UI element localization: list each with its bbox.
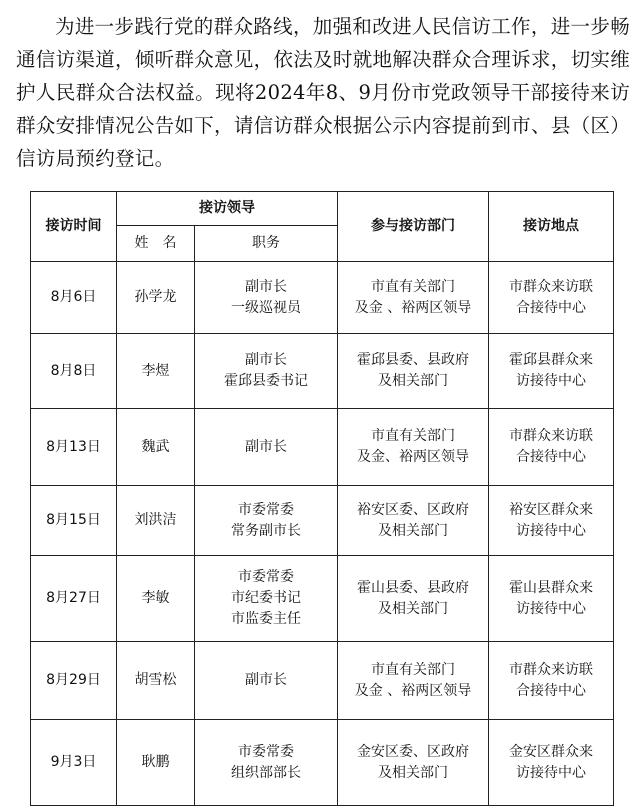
cell-position: 副市长 xyxy=(195,642,338,720)
cell-date: 8月15日 xyxy=(31,486,117,556)
cell-location: 霍邱县群众来 访接待中心 xyxy=(489,334,614,409)
table-row xyxy=(31,334,614,409)
cell-location: 市群众来访联 合接待中心 xyxy=(489,642,614,720)
cell-name: 刘洪洁 xyxy=(117,486,195,556)
header-location: 接访地点 xyxy=(489,192,614,262)
cell-date: 8月8日 xyxy=(31,334,117,409)
header-row xyxy=(31,192,614,226)
cell-position: 副市长 一级巡视员 xyxy=(195,262,338,334)
table-row xyxy=(31,486,614,556)
cell-date: 8月13日 xyxy=(31,409,117,486)
cell-name: 胡雪松 xyxy=(117,642,195,720)
cell-departments: 金安区委、区政府 及相关部门 xyxy=(338,720,489,806)
intro-paragraph: 为进一步践行党的群众路线，加强和改进人民信访工作，进一步畅通信访渠道，倾听群众意见，依法及时就地解决群众合理诉求，切实维护人民群众合法权益。现将2024年8、9月份市党政领导干部接待来访群众安排情况公告如下，请信访群众根据公示内容提前到市、县（区）信访局预约登记。 xyxy=(16,15,630,170)
header-time: 接访时间 xyxy=(31,192,117,262)
cell-location: 市群众来访联 合接待中心 xyxy=(489,262,614,334)
header-departments: 参与接访部门 xyxy=(338,192,489,262)
cell-date: 9月3日 xyxy=(31,720,117,806)
cell-date: 8月6日 xyxy=(31,262,117,334)
cell-date: 8月27日 xyxy=(31,556,117,642)
cell-date: 8月29日 xyxy=(31,642,117,720)
cell-location: 裕安区群众来 访接待中心 xyxy=(489,486,614,556)
cell-departments: 霍山县委、县政府 及相关部门 xyxy=(338,556,489,642)
cell-position: 副市长 xyxy=(195,409,338,486)
cell-location: 市群众来访联 合接待中心 xyxy=(489,409,614,486)
table-row xyxy=(31,556,614,642)
cell-departments: 市直有关部门 及金 、裕两区领导 xyxy=(338,262,489,334)
table-row xyxy=(31,720,614,806)
cell-name: 孙学龙 xyxy=(117,262,195,334)
cell-name: 李敏 xyxy=(117,556,195,642)
cell-location: 金安区群众来 访接待中心 xyxy=(489,720,614,806)
cell-name: 耿鹏 xyxy=(117,720,195,806)
table-row xyxy=(31,642,614,720)
cell-departments: 霍邱县委、县政府 及相关部门 xyxy=(338,334,489,409)
cell-position: 副市长 霍邱县委书记 xyxy=(195,334,338,409)
header-leader: 接访领导 xyxy=(117,192,338,226)
header-name: 姓 名 xyxy=(117,226,195,262)
cell-position: 市委常委 组织部部长 xyxy=(195,720,338,806)
reception-schedule-table xyxy=(30,191,614,806)
cell-name: 魏武 xyxy=(117,409,195,486)
table-row xyxy=(31,409,614,486)
cell-departments: 裕安区委、区政府 及相关部门 xyxy=(338,486,489,556)
cell-location: 霍山县群众来 访接待中心 xyxy=(489,556,614,642)
cell-departments: 市直有关部门 及金 、裕两区领导 xyxy=(338,642,489,720)
cell-position: 市委常委 常务副市长 xyxy=(195,486,338,556)
cell-name: 李煜 xyxy=(117,334,195,409)
cell-position: 市委常委 市纪委书记 市监委主任 xyxy=(195,556,338,642)
header-position: 职务 xyxy=(195,226,338,262)
table-row xyxy=(31,262,614,334)
cell-departments: 市直有关部门 及金、裕两区领导 xyxy=(338,409,489,486)
